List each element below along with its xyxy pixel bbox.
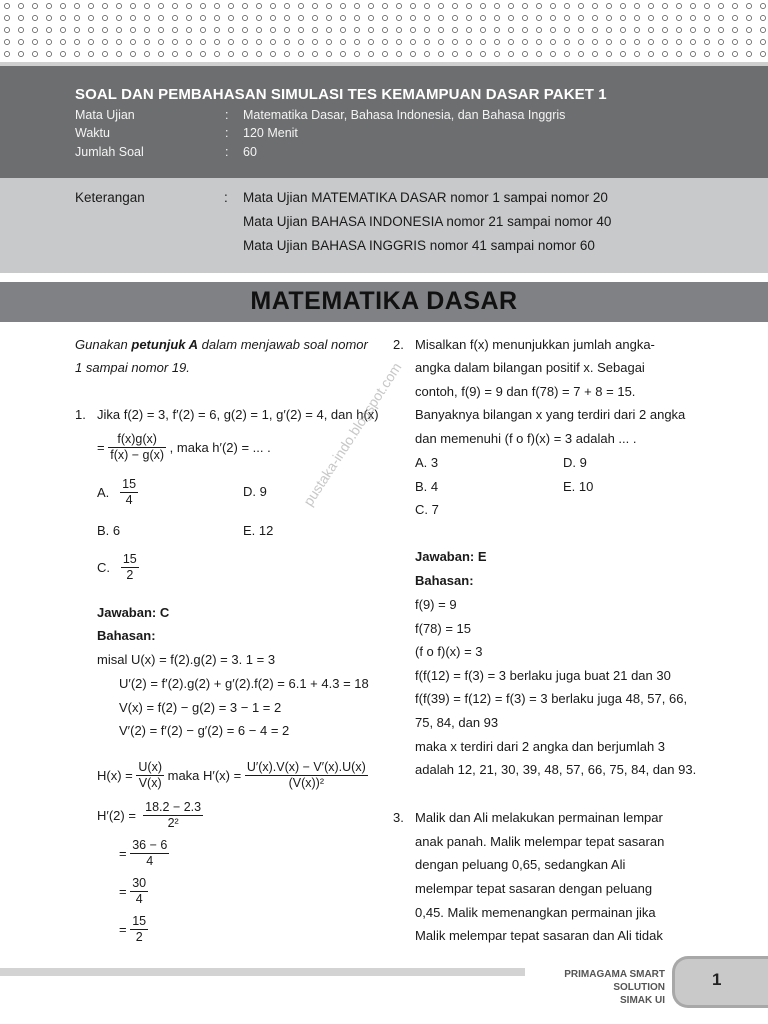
option-a: A. $\frac{15}{4}$: [97, 477, 137, 507]
header-band: [0, 66, 768, 178]
fraction: $\frac{f(x)g(x)}{f(x) - g(x)}$: [110, 432, 165, 462]
page-number: 1: [712, 970, 722, 989]
discussion-label: Bahasan:: [415, 573, 474, 588]
question-text: dan memenuhi (f o f)(x) = 3 adalah ... .: [415, 431, 637, 446]
solution-formula: = $\frac{36 - 6}{4}$: [119, 838, 168, 868]
option-c: C. $\frac{15}{2}$: [97, 552, 137, 582]
answer-label: Jawaban: C: [97, 605, 170, 620]
question-text: angka dalam bilangan positif x. Sebagai: [415, 360, 645, 375]
solution-formula: = $\frac{15}{2}$: [119, 914, 147, 944]
keterangan-line: Mata Ujian BAHASA INGGRIS nomor 41 sampai nomor 60: [243, 238, 595, 253]
footer-divider: [0, 968, 525, 976]
keterangan-band: Keterangan : Mata Ujian MATEMATIKA DASAR nomor 1 sampai nomor 20 Mata Ujian BAHASA INDONESIA nomor 21 sampai nomor 40 Mata Ujian BAHASA INGGRIS nomor 41 sampai nomor 60: [0, 178, 768, 273]
instruction-line: Gunakan petunjuk A dalam menjawab soal nomor: [75, 337, 368, 352]
option-b: B. 4: [415, 479, 439, 494]
option-d: D. 9: [563, 455, 587, 470]
question-text: Jika f(2) = 3, f′(2) = 6, g(2) = 1, g′(2) = 4, dan h(x): [97, 407, 379, 422]
question-text: 0,45. Malik memenangkan permainan jika: [415, 905, 656, 920]
question-text: Malik dan Ali melakukan permainan lempar: [415, 810, 663, 825]
question-text: Malik melempar tepat sasaran dan Ali tidak: [415, 928, 663, 943]
question-text: Misalkan f(x) menunjukkan jumlah angka-: [415, 337, 655, 352]
question-text: melempar tepat sasaran dengan peluang: [415, 881, 653, 896]
option-a: A. 3: [415, 455, 439, 470]
solution-line: 75, 84, dan 93: [415, 715, 499, 730]
keterangan-label: Keterangan: [75, 190, 145, 205]
footer-brand: PRIMAGAMA SMART SOLUTION SIMAK UI: [564, 969, 665, 1006]
question-number: 2.: [393, 337, 404, 352]
solution-line: maka x terdiri dari 2 angka dan berjumlah 3: [415, 739, 666, 754]
section-header: [0, 282, 768, 322]
discussion-label: Bahasan:: [97, 628, 156, 643]
option-e: E. 10: [563, 479, 594, 494]
option-c: C. 7: [415, 502, 439, 517]
option-d: D. 9: [243, 484, 267, 499]
solution-line: U′(2) = f′(2).g(2) + g′(2).f(2) = 6.1 + 4.3 = 18: [119, 676, 369, 691]
solution-line: adalah 12, 21, 30, 39, 48, 57, 66, 75, 84, dan 93.: [415, 762, 697, 777]
solution-formula: H′(2) = $\frac{18.2 - 2.3}{\text{2²}}$: [97, 800, 202, 830]
solution-line: f(f(39) = f(12) = f(3) = 3 berlaku juga 48, 57, 66,: [415, 691, 688, 706]
solution-formula: H(x) = $\frac{U(x)}{V(x)}$ maka H′(x) = $\frac{U'(x).V(x) - V'(x).U(x)}{\text{(V(x))²}}$: [97, 760, 366, 790]
section-title: MATEMATIKA DASAR: [250, 287, 518, 315]
question-text: anak panah. Malik melempar tepat sasaran: [415, 834, 665, 849]
instruction-line: 1 sampai nomor 19.: [75, 360, 190, 375]
question-text: contoh, f(9) = 9 dan f(78) = 7 + 8 = 15.: [415, 384, 636, 399]
info-row-waktu: Waktu : 120 Menit: [75, 126, 298, 140]
question-number: 3.: [393, 810, 404, 825]
watermark: pustaka-indo.blogspot.com: [300, 359, 405, 509]
solution-line: V(x) = f(2) − g(2) = 3 − 1 = 2: [119, 700, 282, 715]
keterangan-line: Mata Ujian MATEMATIKA DASAR nomor 1 sampai nomor 20: [243, 190, 608, 205]
document-title: SOAL DAN PEMBAHASAN SIMULASI TES KEMAMPUAN DASAR PAKET 1: [75, 86, 607, 103]
info-row-mata-ujian: Mata Ujian : Matematika Dasar, Bahasa Indonesia, dan Bahasa Inggris: [75, 108, 566, 122]
info-row-jumlah-soal: Jumlah Soal : 60: [75, 145, 257, 159]
question-text: Banyaknya bilangan x yang terdiri dari 2 angka: [415, 407, 686, 422]
solution-line: misal U(x) = f(2).g(2) = 3. 1 = 3: [97, 652, 276, 667]
question-text: dengan peluang 0,65, sedangkan Ali: [415, 857, 626, 872]
answer-label: Jawaban: E: [415, 549, 487, 564]
solution-line: (f o f)(x) = 3: [415, 644, 483, 659]
dot-pattern-header: [0, 0, 768, 62]
solution-line: f(f(12) = f(3) = 3 berlaku juga buat 21 dan 30: [415, 668, 671, 683]
solution-line: f(78) = 15: [415, 621, 472, 636]
question-number: 1.: [75, 407, 86, 422]
keterangan-line: Mata Ujian BAHASA INDONESIA nomor 21 sampai nomor 40: [243, 214, 612, 229]
solution-line: f(9) = 9: [415, 597, 457, 612]
option-e: E. 12: [243, 523, 274, 538]
solution-line: V′(2) = f′(2) − g′(2) = 6 − 4 = 2: [119, 723, 290, 738]
option-b: B. 6: [97, 523, 121, 538]
question-formula: = $\frac{f(x)g(x)}{f(x) - g(x)}$ , maka h′(2) = ... .: [97, 432, 271, 462]
solution-formula: = $\frac{30}{4}$: [119, 876, 147, 906]
